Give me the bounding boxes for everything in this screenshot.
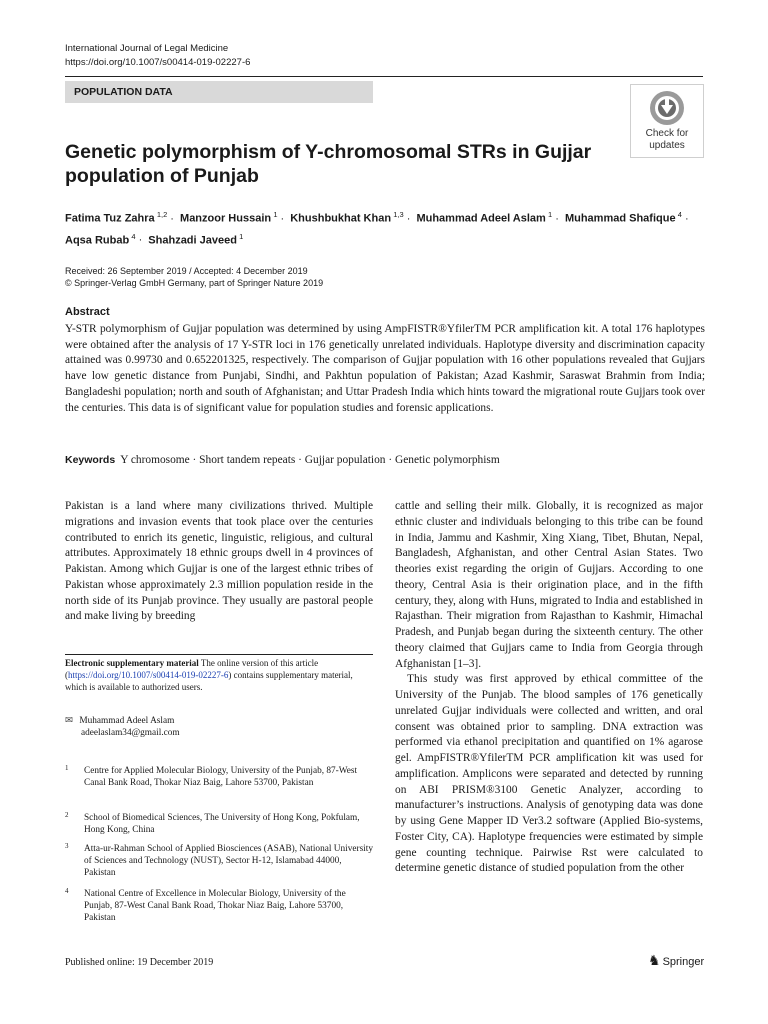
esm-text: ) contains supplementary material, which is available to authorized users. <box>65 670 353 692</box>
body-right-column <box>395 499 703 877</box>
received-accepted: Received: 26 September 2019 / Accepted: 4 December 2019 <box>65 266 308 276</box>
abstract-text: Y-STR polymorphism of Gujjar population was determined by using AmpFISTR®YfilerTM PCR amplification kit. A total 176 haplotypes were obtained after the analysis of 17 Y-STR loci in 176 genetically unrelated individuals. Haplotype diversity and discrimination capacity attained was 0.99730 and 0.652201325, respectively. The comparison of Gujjar population with 16 other populations revealed that Gujjars have low genetic distance from Punjabi, Sindhi, and Pakhtun population of Pakistan; Azad Kashmir, Saraswat Brahmin from India; Bangladeshi population; north and south of Afghanistan; and Uttar Pradesh India which hints toward the migrational route Gujjars took over the centuries. This data is of significant value for population studies and forensic applications. <box>65 323 705 414</box>
author-affiliation: 4 <box>131 231 136 241</box>
author-name[interactable]: Shahzadi Javeed <box>148 234 237 247</box>
author-name[interactable]: Khushbukhat Khan <box>290 212 392 225</box>
body-paragraph: Pakistan is a land where many civilizations thrived. Multiple migrations and invasion events that took place over the centuries contributed to enrich its genetic, linguistic, religious, and cultural attributes. Approximately 18 ethnic groups dwell in 4 provinces of Pakistan. Among which Gujjar is one of the largest ethnic tribes of Pakistan whose approximately 2.3 million population reside in the north side of its Punjab province. They usually are pastoral people and make living by breeding <box>65 500 373 623</box>
keywords-list: Y chromosome · Short tandem repeats · Gujjar population · Genetic polymorphism <box>120 454 500 466</box>
esm-text: The online version of this article ( <box>65 658 319 680</box>
springer-horse-icon: ♞ <box>648 952 661 968</box>
keywords-heading: Keywords <box>65 454 116 466</box>
esm-label: Electronic supplementary material <box>65 658 199 668</box>
article-title: Genetic polymorphism of Y-chromosomal STRs in Gujjar population of Punjab <box>65 141 592 187</box>
affiliation-text: Centre for Applied Molecular Biology, University of the Punjab, 87-West Canal Bank Road, Thokar Niaz Baig, Lahore 53700, Pakistan <box>84 766 358 788</box>
author-affiliation: 1 <box>273 210 278 219</box>
publisher-name: Springer <box>662 956 705 968</box>
check-updates-icon <box>648 89 686 127</box>
article-doi[interactable]: https://doi.org/10.1007/s00414-019-02227-6 <box>65 57 251 68</box>
published-online: Published online: 19 December 2019 <box>65 957 214 968</box>
check-for-updates-badge[interactable] <box>630 84 704 158</box>
affiliation-text: National Centre of Excellence in Molecular Biology, University of the Punjab, 87-West Canal Bank Road, Thokar Niaz Baig, Lahore 53700, Pakistan <box>84 889 346 923</box>
author-name[interactable]: Muhammad Adeel Aslam <box>416 212 546 225</box>
corresponding-email[interactable]: adeelaslam34@gmail.com <box>81 728 180 738</box>
author-name[interactable]: Aqsa Rubab <box>65 234 130 247</box>
corresponding-name: Muhammad Adeel Aslam <box>79 716 175 726</box>
corresponding-author <box>65 715 373 739</box>
author-list: Fatima Tuz Zahra $^{1,2}$ · Manzoor Hussain $^1$ · Khushbukhat Khan $^{1,3}$ · Muhammad Adeel Aslam $^1$ · Muhammad Shafique $^4$ · Aqsa Rubab $^4$ · Shahzadi Javeed $^1$ <box>65 210 689 247</box>
publisher-logo <box>648 952 704 969</box>
header-divider <box>65 76 703 77</box>
check-updates-line2: updates <box>649 140 685 151</box>
keywords <box>65 453 705 467</box>
article-dates <box>65 265 323 289</box>
journal-header <box>65 42 250 70</box>
affiliation-number: 4 <box>65 887 69 895</box>
check-updates-line1: Check for <box>645 128 689 139</box>
author-affiliation: 4 <box>677 210 682 219</box>
author-affiliation: 1,2 <box>156 210 168 219</box>
esm-link[interactable]: https://doi.org/10.1007/s00414-019-02227-6 <box>68 670 229 680</box>
affiliation-number: 1 <box>65 764 69 772</box>
copyright-notice: © Springer-Verlag GmbH Germany, part of Springer Nature 2019 <box>65 278 324 288</box>
affiliation-text: Atta-ur-Rahman School of Applied Biosciences (ASAB), National University of Sciences and Technology (NUST), Sector H-12, Islamabad 44000, Pakistan <box>84 844 373 878</box>
affiliation-number: 2 <box>65 811 69 819</box>
body-left-column <box>65 499 373 625</box>
author-name[interactable]: Fatima Tuz Zahra <box>65 212 155 225</box>
author-affiliation: 1 <box>548 210 553 219</box>
supplementary-material-note <box>65 657 373 693</box>
affiliation-number: 3 <box>65 842 69 850</box>
esm-divider <box>65 654 373 655</box>
author-affiliation: 1 <box>239 231 244 241</box>
journal-name: International Journal of Legal Medicine <box>65 43 229 54</box>
author-affiliation: 1,3 <box>393 210 404 219</box>
body-paragraph: cattle and selling their milk. Globally, it is recognized as major ethnic cluster and individuals belonging to this tribe can be found in India, Jammu and Kashmir, Xing Xiang, Tibet, Bhutan, Nepal, Bangladesh, Afghanistan, and other Central Asian States. Two theories exist regarding the origin of Gujjars. According to one theory, Central Asia is their origination place, and in the fifth century, they, along with Huns, migrated to India and established in Rajasthan. Their migration from Rajasthan to Kashmir, Himachal Pradesh, and Punjab began during the sixteenth century. The other theory claimed that Gujjars came to India from Georgia through Afghanistan [1–3]. <box>395 500 703 670</box>
abstract-heading: Abstract <box>65 306 110 318</box>
author-name[interactable]: Manzoor Hussain <box>180 212 272 225</box>
body-paragraph: This study was first approved by ethical committee of the University of the Punjab. The blood samples of 176 genetically unrelated Gujjar individuals were collected and written, and oral consent was obtained prior to sampling. DNA extraction was performed via ethanol precipitation and quantified on 1% agarose gel. AmpFISTR®YfilerTM PCR amplification kit was used for amplification. Amplicons were separated and detected by running on ABI PRISM®3100 Genetic Analyzer, according to manufacturer’s instructions. Analysis of genotyping data was done by using Gene Mapper ID Ver3.2 software (Applied Bio-systems, Foster City, CA). Haplotype frequencies were estimated by simple gene counting technique. Pairwise Rst were calculated to determine genetic distance of studied population from the other <box>395 673 703 875</box>
section-label: POPULATION DATA <box>65 81 373 103</box>
affiliation-text: School of Biomedical Sciences, The University of Hong Kong, Pokfulam, Hong Kong, China <box>84 813 360 835</box>
author-name[interactable]: Muhammad Shafique <box>564 212 676 225</box>
envelope-icon: ✉ <box>65 716 73 726</box>
